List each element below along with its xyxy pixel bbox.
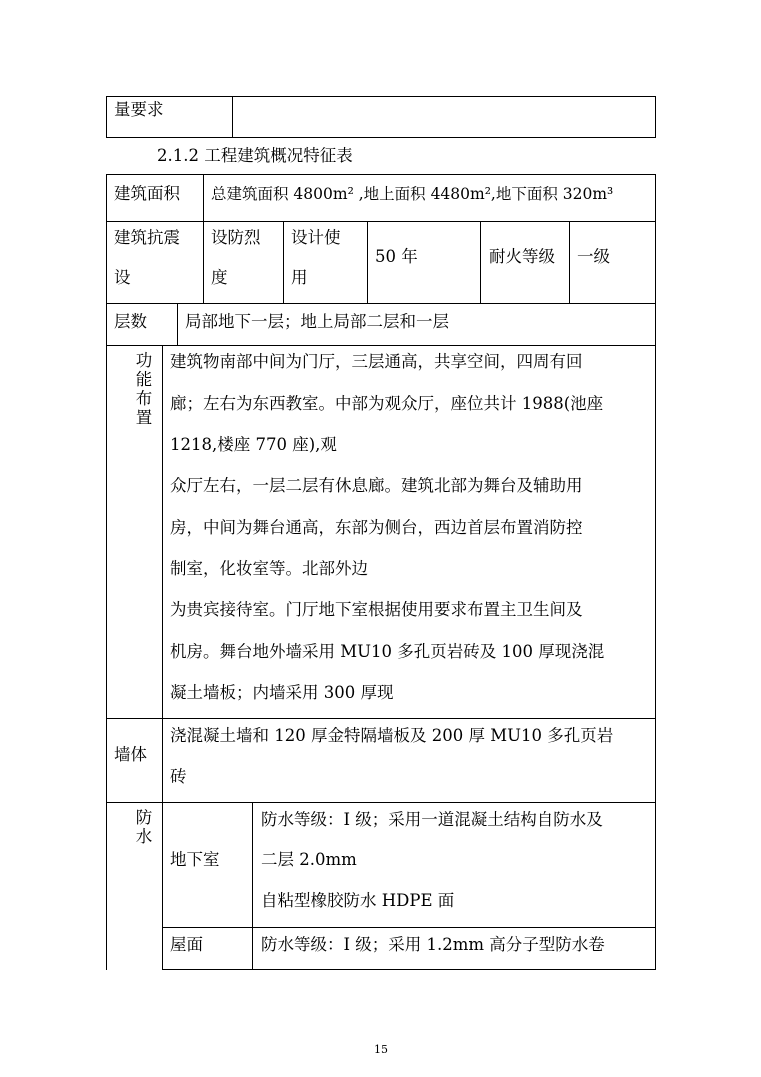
fortify-line1: 设防烈 <box>211 228 261 247</box>
design-life-line1: 设计使 <box>291 228 341 247</box>
design-life-line2: 用 <box>291 268 308 287</box>
layout-label-char: 置 <box>135 408 153 427</box>
basement-line: 自粘型橡胶防水 HDPE 面 <box>261 891 455 910</box>
wall-line: 浇混凝土墙和 120 厚金特隔墙板及 200 厚 MU10 多孔页岩 <box>170 726 614 745</box>
layout-line: 机房。舞台地外墙采用 MU10 多孔页岩砖及 100 厚现浇混 <box>170 642 605 661</box>
wall-line: 砖 <box>170 767 187 786</box>
top-table <box>106 96 656 138</box>
floors-value: 局部地下一层；地上局部二层和一层 <box>185 312 449 331</box>
waterproof-label-char: 水 <box>135 827 153 846</box>
seismic-label-line1: 建筑抗震 <box>114 228 180 247</box>
waterproof-label-char: 防 <box>135 808 153 827</box>
layout-label-char: 功 <box>135 351 153 370</box>
table-right-border <box>655 174 656 970</box>
top-table-label: 量要求 <box>114 100 164 119</box>
fire-rating-label: 耐火等级 <box>489 247 555 266</box>
seismic-label-line2: 设 <box>114 268 131 287</box>
area-label: 建筑面积 <box>114 184 180 203</box>
page-number: 15 <box>374 1043 388 1056</box>
layout-line: 凝土墙板；内墙采用 300 厚现 <box>170 683 394 702</box>
table-top-border <box>106 174 656 175</box>
basement-line: 二层 2.0mm <box>261 850 357 869</box>
design-years: 50 年 <box>375 247 418 266</box>
area-value: 总建筑面积 4800m² ,地上面积 4480m²,地下面积 320m³ <box>211 185 614 203</box>
roof-label: 屋面 <box>170 935 203 954</box>
fortify-line2: 度 <box>211 268 228 287</box>
top-table-divider <box>232 96 233 138</box>
layout-line: 众厅左右，一层二层有休息廊。建筑北部为舞台及辅助用 <box>170 476 583 495</box>
layout-label-char: 布 <box>135 389 153 408</box>
layout-line: 建筑物南部中间为门厅，三层通高，共享空间，四周有回 <box>170 352 583 371</box>
fire-rating-value: 一级 <box>577 247 610 266</box>
layout-line: 为贵宾接待室。门厅地下室根据使用要求布置主卫生间及 <box>170 600 583 619</box>
layout-line: 1218,楼座 770 座),观 <box>170 435 337 454</box>
wall-label: 墙体 <box>114 745 147 764</box>
layout-line: 廊；左右为东西教室。中部为观众厅，座位共计 1988(池座 <box>170 394 604 413</box>
basement-label: 地下室 <box>170 850 220 869</box>
basement-line: 防水等级：I 级；采用一道混凝土结构自防水及 <box>261 810 603 829</box>
layout-label-char: 能 <box>135 370 153 389</box>
roof-line: 防水等级：I 级；采用 1.2mm 高分子型防水卷 <box>261 935 605 954</box>
table-left-border <box>106 174 107 970</box>
floors-label: 层数 <box>114 312 147 331</box>
section-heading: 2.1.2 工程建筑概况特征表 <box>157 146 353 165</box>
layout-line: 房，中间为舞台通高，东部为侧台，西边首层布置消防控 <box>170 518 583 537</box>
layout-line: 制室，化妆室等。北部外边 <box>170 559 368 578</box>
